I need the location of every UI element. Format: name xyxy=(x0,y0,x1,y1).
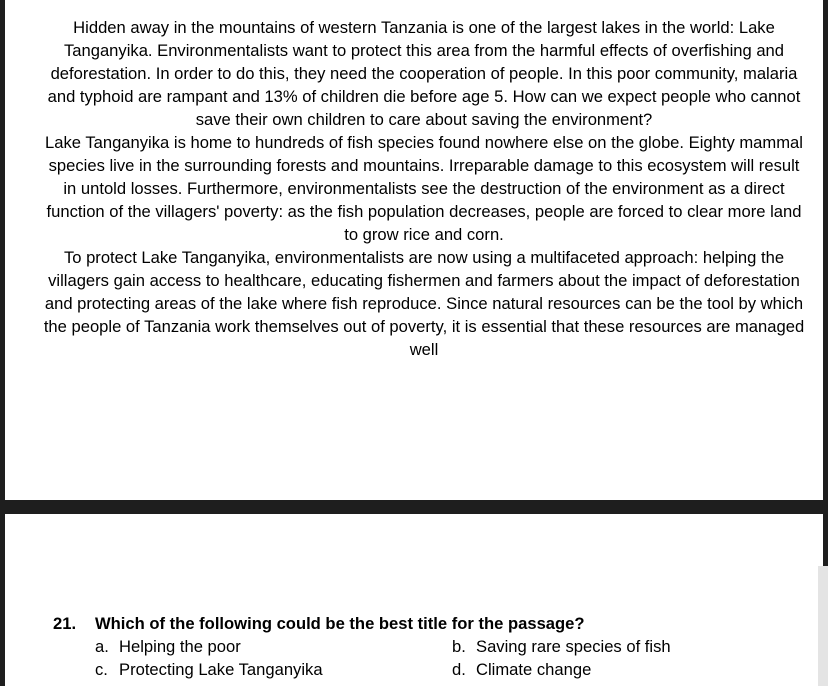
option-text: Protecting Lake Tanganyika xyxy=(119,660,323,679)
option-text: Helping the poor xyxy=(119,637,241,656)
page-passage xyxy=(5,0,823,500)
option-text: Saving rare species of fish xyxy=(476,637,671,656)
question-21 xyxy=(53,612,793,681)
option-letter: d. xyxy=(452,660,466,679)
reading-passage xyxy=(43,16,805,361)
passage-paragraph-1: Hidden away in the mountains of western Tanzania is one of the largest lakes in the world: Lake Tanganyika. Environmentalists want to protect this area from the harmful effects of overfishing and deforestation. In order to do this, they need the cooperation of people. In this poor community, malaria and typhoid are rampant and 13% of children die before age 5. How can we expect people who cannot save their own children to care about saving the environment? xyxy=(47,18,801,129)
option-letter: a. xyxy=(95,637,109,656)
option-d xyxy=(452,658,809,681)
option-letter: c. xyxy=(95,660,108,679)
passage-paragraph-2: Lake Tanganyika is home to hundreds of fish species found nowhere else on the globe. Eighty mammal species live in the surrounding forests and mountains. Irreparable damage to this ecosystem will result in untold losses. Furthermore, environmentalists see the destruction of the environment as a direct function of the villagers' poverty: as the fish population decreases, people are forced to clear more land to grow rice and corn. xyxy=(45,133,803,244)
option-letter: b. xyxy=(452,637,466,656)
option-a xyxy=(95,635,452,658)
answer-options xyxy=(95,635,793,681)
question-number: 21. xyxy=(53,614,77,633)
option-text: Climate change xyxy=(476,660,592,679)
question-text: Which of the following could be the best title for the passage? xyxy=(95,614,585,633)
page-question xyxy=(5,514,823,686)
scrollbar[interactable] xyxy=(818,566,828,686)
option-b xyxy=(452,635,809,658)
option-c xyxy=(95,658,452,681)
question-stem xyxy=(53,612,793,635)
passage-paragraph-3: To protect Lake Tanganyika, environmentalists are now using a multifaceted approach: helping the villagers gain access to healthcare, educating fishermen and farmers about the impact of deforestation and protecting areas of the lake where fish reproduce. Since natural resources can be the tool by which the people of Tanzania work themselves out of poverty, it is essential that these resources are managed well xyxy=(43,248,805,359)
